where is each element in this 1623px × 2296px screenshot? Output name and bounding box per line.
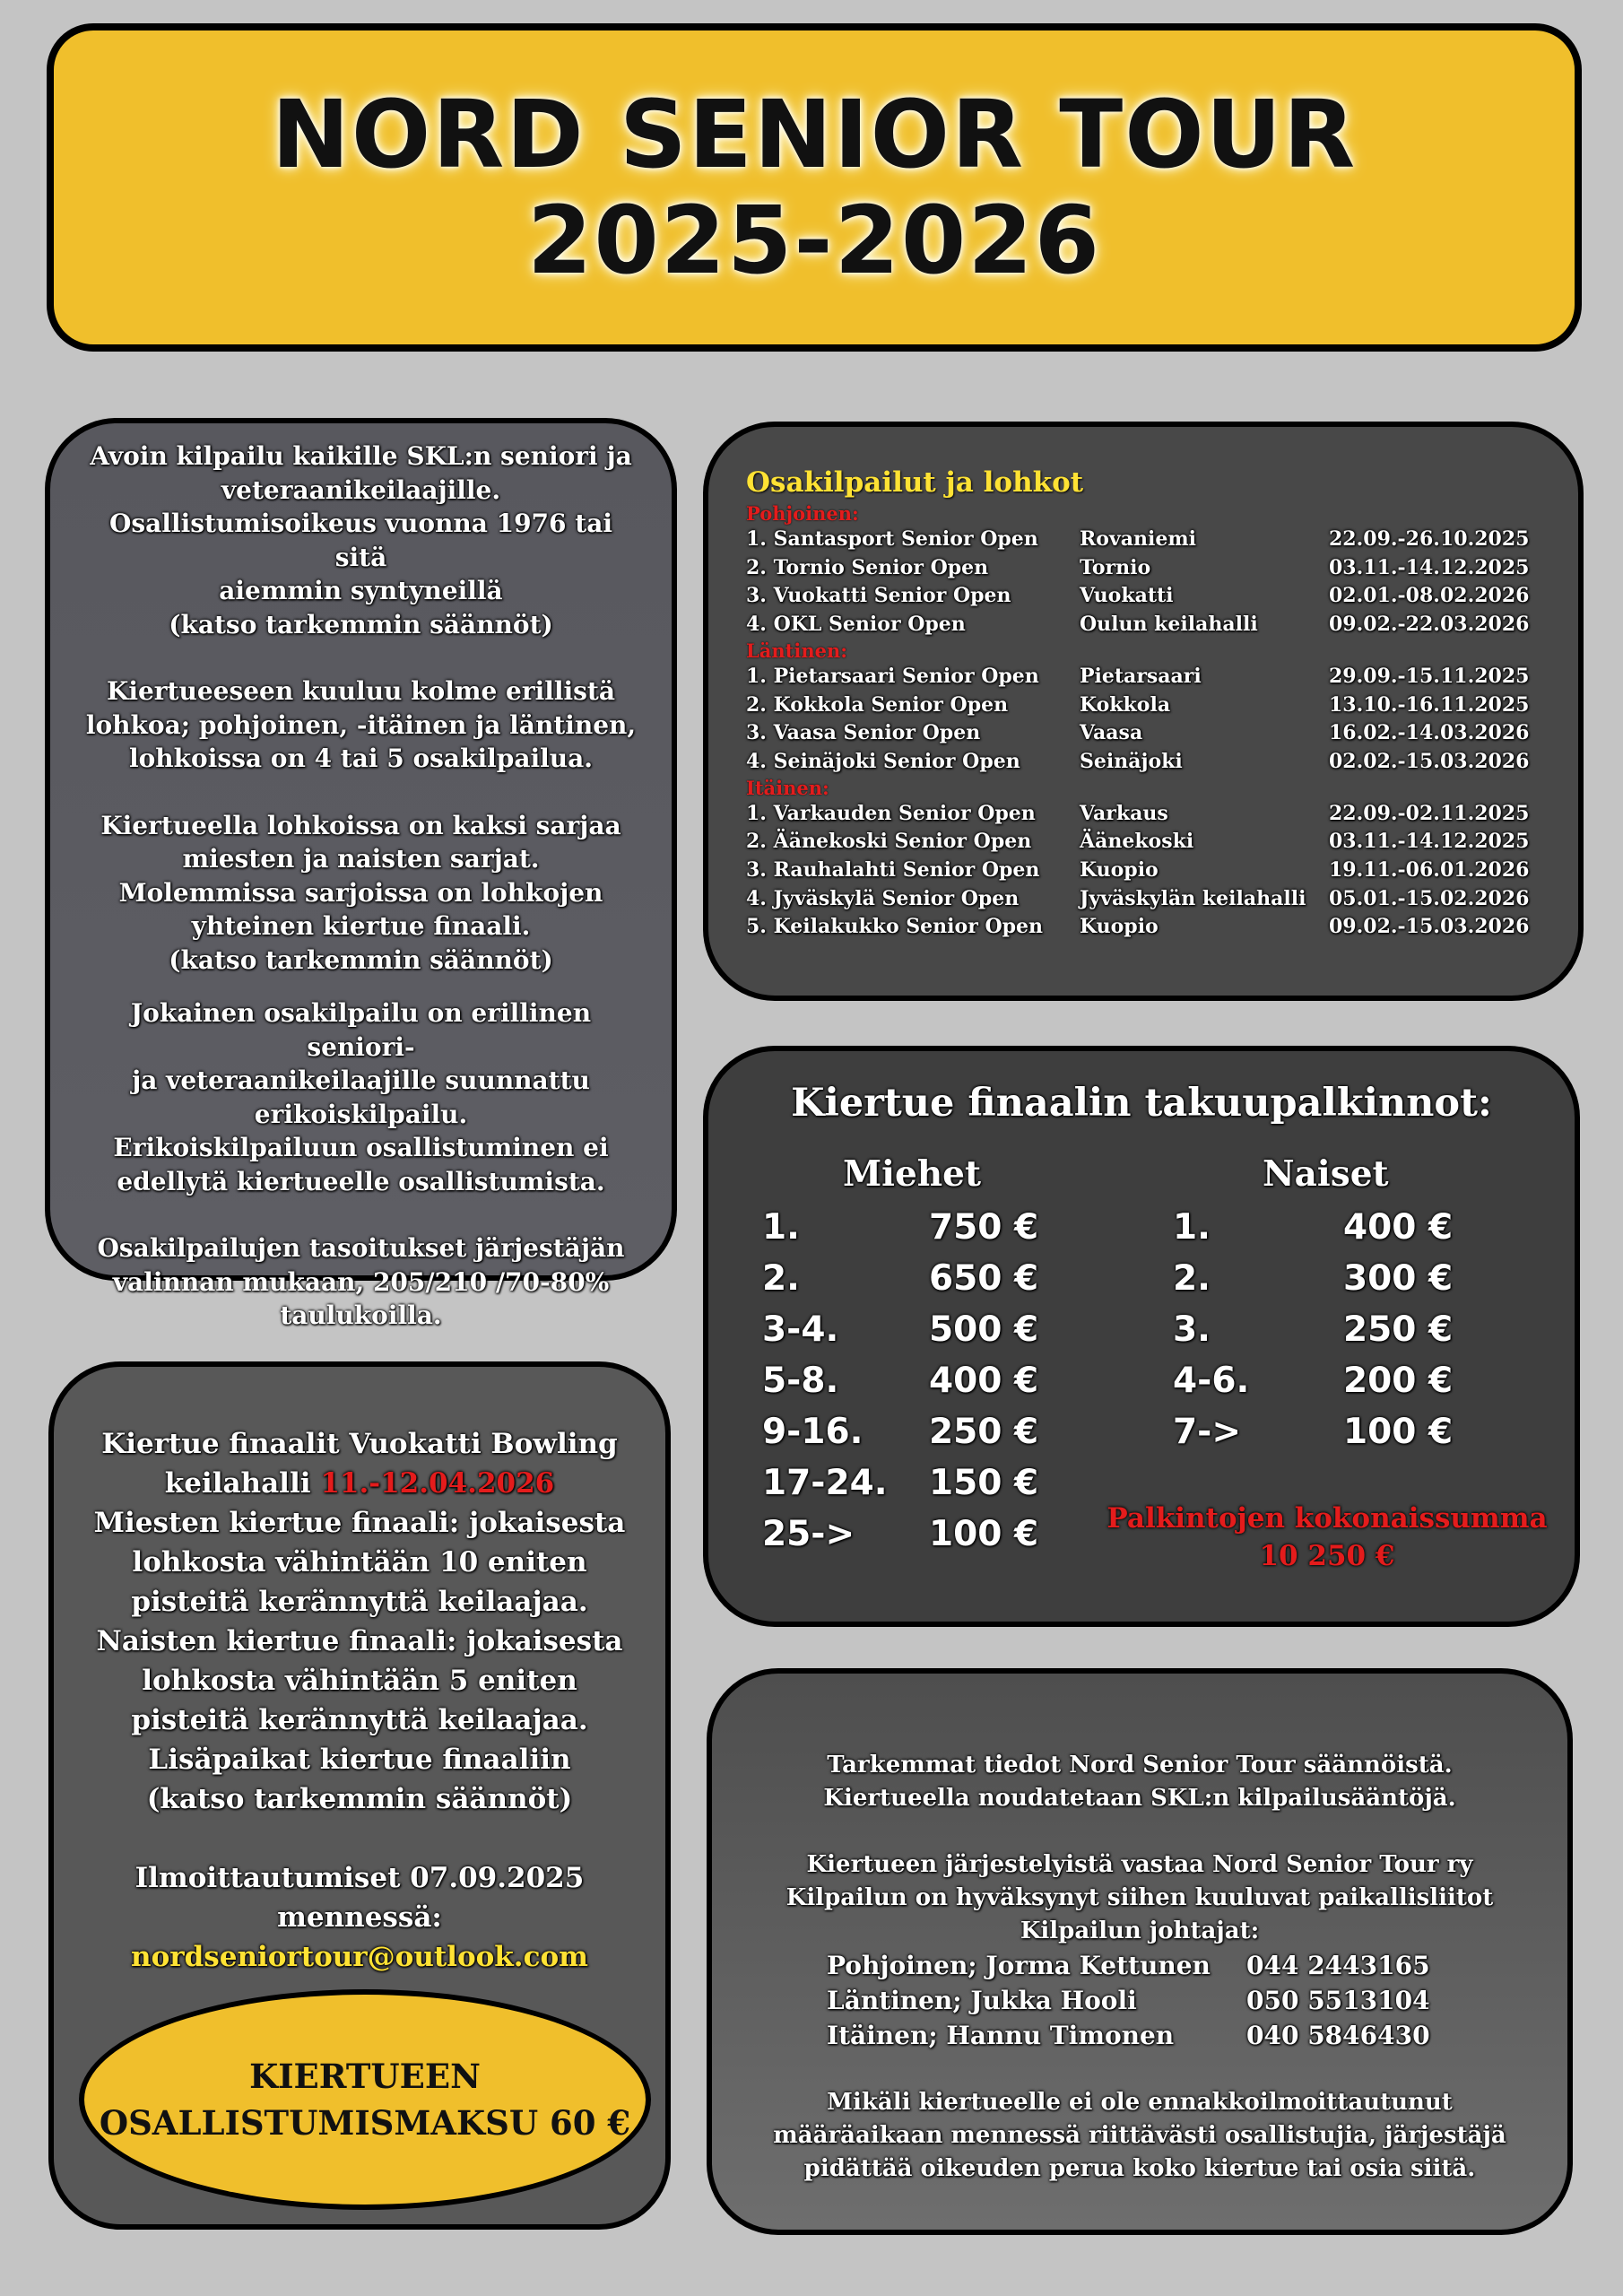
prize-amount: 750 € <box>929 1207 1039 1248</box>
prize-row <box>762 1309 1038 1350</box>
prize-row <box>1173 1412 1453 1452</box>
event-row <box>746 885 1539 914</box>
event-city: Pietarsaari <box>1080 664 1202 688</box>
prize-rank: 17-24. <box>762 1463 888 1503</box>
event-name: 4. OKL Senior Open <box>746 613 966 637</box>
event-dates: 22.09.-26.10.2025 <box>1329 527 1530 551</box>
event-name: 5. Keilakukko Senior Open <box>746 915 1043 939</box>
event-row <box>746 691 1539 720</box>
prize-rank: 25-> <box>762 1514 855 1554</box>
prizes-title: Kiertue finaalin takuupalkinnot: <box>791 1081 1492 1126</box>
prize-row <box>762 1361 1038 1401</box>
event-dates: 22.09.-02.11.2025 <box>1329 801 1530 825</box>
event-row <box>746 828 1539 857</box>
event-dates: 05.01.-15.02.2026 <box>1329 886 1530 910</box>
info-line: erikoiskilpailu. <box>254 1099 468 1129</box>
event-city: Jyväskylän keilahalli <box>1080 886 1306 910</box>
prize-amount: 100 € <box>1343 1412 1454 1452</box>
prize-row <box>762 1412 1038 1452</box>
finals-line: (katso tarkemmin säännöt) <box>146 1783 573 1815</box>
contact-line: pidättää oikeuden perua koko kiertue tai osia siitä. <box>803 2155 1476 2182</box>
info-line: (katso tarkemmin säännöt) <box>169 944 553 975</box>
event-city: Kuopio <box>1080 915 1159 939</box>
event-row <box>746 526 1539 554</box>
contact-line: määräaikaan mennessä riittävästi osallistujia, järjestäjä <box>773 2122 1506 2149</box>
event-city: Vaasa <box>1080 721 1143 745</box>
prize-amount: 150 € <box>929 1463 1039 1503</box>
event-row <box>746 582 1539 611</box>
prize-rank: 1. <box>1173 1207 1211 1248</box>
info-line: veteraanikeilaajille. <box>221 474 501 505</box>
event-row <box>746 611 1539 639</box>
event-dates: 03.11.-14.12.2025 <box>1329 555 1530 579</box>
prize-row <box>1173 1258 1453 1299</box>
prize-row <box>762 1207 1038 1248</box>
finals-line <box>81 1464 638 1503</box>
prize-rank: 7-> <box>1173 1412 1242 1452</box>
title-banner <box>47 23 1582 352</box>
prize-row <box>1173 1361 1453 1401</box>
leader-row <box>730 1983 1549 2018</box>
prize-amount: 400 € <box>929 1361 1039 1401</box>
prize-amount: 100 € <box>929 1514 1039 1554</box>
women-label: Naiset <box>1263 1153 1389 1195</box>
event-row <box>746 719 1539 748</box>
contact-line: Kiertueella noudatetaan SKL:n kilpailusääntöjä. <box>823 1785 1456 1812</box>
event-name: 4. Jyväskylä Senior Open <box>746 886 1020 910</box>
leader-name: Läntinen; Jukka Hooli <box>827 1986 1137 2015</box>
info-line: lohkoa; pohjoinen, -itäinen ja läntinen, <box>85 709 637 740</box>
fee-line-2: OSALLISTUMISMAKSU 60 € <box>99 2103 631 2143</box>
event-dates: 13.10.-16.11.2025 <box>1329 692 1530 717</box>
prize-rank: 3. <box>1173 1309 1211 1350</box>
info-line: Kiertueella lohkoissa on kaksi sarjaa <box>100 810 621 840</box>
prize-amount: 250 € <box>1343 1309 1454 1350</box>
prize-rank: 2. <box>1173 1258 1211 1299</box>
info-line: Jokainen osakilpailu on erillinen seniori- <box>130 998 592 1062</box>
prize-amount: 250 € <box>929 1412 1039 1452</box>
event-city: Kokkola <box>1080 692 1171 717</box>
prize-row <box>762 1463 1038 1503</box>
prize-rank: 3-4. <box>762 1309 839 1350</box>
prize-amount: 650 € <box>929 1258 1039 1299</box>
contact-line: Kiertueen järjestelyistä vastaa Nord Senior Tour ry <box>806 1851 1473 1878</box>
finals-line: Miesten kiertue finaali: jokaisesta <box>93 1507 626 1539</box>
signup-line: mennessä: <box>277 1901 442 1934</box>
info-line: yhteinen kiertue finaali. <box>191 911 531 941</box>
event-row <box>746 913 1539 942</box>
prize-total <box>1103 1500 1551 1575</box>
event-dates: 02.01.-08.02.2026 <box>1329 584 1530 608</box>
event-name: 1. Santasport Senior Open <box>746 527 1038 551</box>
event-row <box>746 857 1539 885</box>
contact-box <box>707 1668 1573 2235</box>
contact-line: Tarkemmat tiedot Nord Senior Tour säännöistä. <box>827 1752 1453 1779</box>
event-city: Rovaniemi <box>1080 527 1196 551</box>
leader-row <box>730 2018 1549 2053</box>
prize-row <box>762 1514 1038 1554</box>
prize-rank: 1. <box>762 1207 800 1248</box>
event-city: Seinäjoki <box>1080 749 1183 773</box>
event-name: 2. Tornio Senior Open <box>746 555 989 579</box>
info-line: valinnan mukaan, 205/210 /70-80% <box>112 1266 610 1297</box>
event-name: 3. Vaasa Senior Open <box>746 721 981 745</box>
prize-row <box>1173 1309 1453 1350</box>
event-city: Vuokatti <box>1080 584 1174 608</box>
info-line: edellytä kiertueelle osallistumista. <box>117 1166 605 1196</box>
finals-line: lohkosta vähintään 10 eniten <box>132 1546 587 1578</box>
event-name: 3. Vuokatti Senior Open <box>746 584 1011 608</box>
prize-amount: 300 € <box>1343 1258 1454 1299</box>
signup-line: Ilmoittautumiset 07.09.2025 <box>135 1862 585 1894</box>
info-line: Molemmissa sarjoissa on lohkojen <box>118 877 603 908</box>
participation-fee-badge <box>79 1989 651 2210</box>
info-line: Osakilpailujen tasoitukset järjestäjän <box>97 1233 625 1263</box>
finals-line: Lisäpaikat kiertue finaaliin <box>148 1744 571 1776</box>
event-dates: 29.09.-15.11.2025 <box>1329 664 1530 688</box>
signup-email-link[interactable]: nordseniortour@outlook.com <box>131 1941 588 1973</box>
finals-line: pisteitä kerännyttä keilaajaa. <box>131 1704 588 1736</box>
contact-line: Kilpailun on hyväksynyt siihen kuuluvat paikallisliitot <box>785 1884 1494 1911</box>
prize-amount: 400 € <box>1343 1207 1454 1248</box>
finals-line: Naisten kiertue finaali: jokaisesta <box>96 1625 623 1657</box>
prize-total-value: 10 250 € <box>1259 1540 1395 1572</box>
title-line-2: 2025-2026 <box>526 186 1102 295</box>
event-dates: 16.02.-14.03.2026 <box>1329 721 1530 745</box>
event-row <box>746 663 1539 691</box>
event-name: 4. Seinäjoki Senior Open <box>746 749 1020 773</box>
event-name: 3. Rauhalahti Senior Open <box>746 858 1040 883</box>
finals-date: 11.-12.04.2026 <box>320 1467 555 1500</box>
leader-phone: 050 5513104 <box>1246 1986 1430 2015</box>
finals-line: Kiertue finaalit Vuokatti Bowling <box>101 1428 618 1460</box>
info-line: lohkoissa on 4 tai 5 osakilpailua. <box>128 744 593 773</box>
schedule-box <box>703 422 1584 1001</box>
prizes-box <box>703 1046 1580 1627</box>
prize-total-label: Palkintojen kokonaissumma <box>1107 1502 1548 1535</box>
event-city: Oulun keilahalli <box>1080 613 1258 637</box>
event-name: 2. Äänekoski Senior Open <box>746 830 1032 854</box>
event-dates: 03.11.-14.12.2025 <box>1329 830 1530 854</box>
schedule-title: Osakilpailut ja lohkot <box>746 466 1084 499</box>
info-line: miesten ja naisten sarjat. <box>182 844 540 874</box>
info-line: Kiertueeseen kuuluu kolme erillistä <box>106 676 616 706</box>
event-city: Tornio <box>1080 555 1151 579</box>
event-dates: 02.02.-15.03.2026 <box>1329 749 1530 773</box>
prize-rank: 2. <box>762 1258 800 1299</box>
info-line: ja veteraanikeilaajille suunnattu <box>132 1065 590 1095</box>
event-dates: 09.02.-15.03.2026 <box>1329 915 1530 939</box>
leader-phone: 040 5846430 <box>1246 2021 1430 2050</box>
contact-line: Mikäli kiertueelle ei ole ennakkoilmoittautunut <box>827 2089 1453 2116</box>
prize-rank: 5-8. <box>762 1361 839 1401</box>
info-line: (katso tarkemmin säännöt) <box>169 609 553 639</box>
event-row <box>746 748 1539 777</box>
finals-line: lohkosta vähintään 5 eniten <box>142 1665 577 1697</box>
prize-amount: 500 € <box>929 1309 1039 1350</box>
fee-line-1: KIERTUEEN <box>249 2057 481 2096</box>
info-line: Avoin kilpailu kaikille SKL:n seniori ja <box>90 441 632 471</box>
event-name: 1. Varkauden Senior Open <box>746 801 1036 825</box>
leader-row <box>730 1948 1549 1983</box>
prize-row <box>1173 1207 1453 1248</box>
finals-line: pisteitä kerännyttä keilaajaa. <box>131 1586 588 1618</box>
event-row <box>746 800 1539 829</box>
finals-venue: keilahalli <box>164 1467 321 1500</box>
finals-box <box>48 1361 671 2230</box>
region-label: Itäinen: <box>746 776 829 799</box>
prize-row <box>762 1258 1038 1299</box>
event-dates: 09.02.-22.03.2026 <box>1329 613 1530 637</box>
info-line: Erikoiskilpailuun osallistuminen ei <box>113 1133 609 1162</box>
event-name: 2. Kokkola Senior Open <box>746 692 1009 717</box>
region-label: Pohjoinen: <box>746 502 859 525</box>
event-city: Kuopio <box>1080 858 1159 883</box>
general-info-box <box>45 418 677 1330</box>
event-dates: 19.11.-06.01.2026 <box>1329 858 1530 883</box>
info-line: Osallistumisoikeus vuonna 1976 tai sitä <box>109 509 612 572</box>
info-line: taulukoilla. <box>280 1300 442 1330</box>
prize-amount: 200 € <box>1343 1361 1454 1401</box>
leader-phone: 044 2443165 <box>1246 1951 1430 1980</box>
men-label: Miehet <box>843 1153 981 1195</box>
leader-name: Itäinen; Hannu Timonen <box>827 2021 1175 2050</box>
title-line-1: NORD SENIOR TOUR <box>271 80 1358 189</box>
event-row <box>746 554 1539 583</box>
leader-name: Pohjoinen; Jorma Kettunen <box>827 1951 1211 1980</box>
event-city: Äänekoski <box>1080 830 1194 854</box>
prize-rank: 4-6. <box>1173 1361 1250 1401</box>
region-label: Läntinen: <box>746 639 847 662</box>
info-line: aiemmin syntyneillä <box>219 576 503 605</box>
event-city: Varkaus <box>1080 801 1168 825</box>
contact-line: Kilpailun johtajat: <box>1020 1918 1260 1944</box>
prize-rank: 9-16. <box>762 1412 864 1452</box>
event-name: 1. Pietarsaari Senior Open <box>746 664 1039 688</box>
